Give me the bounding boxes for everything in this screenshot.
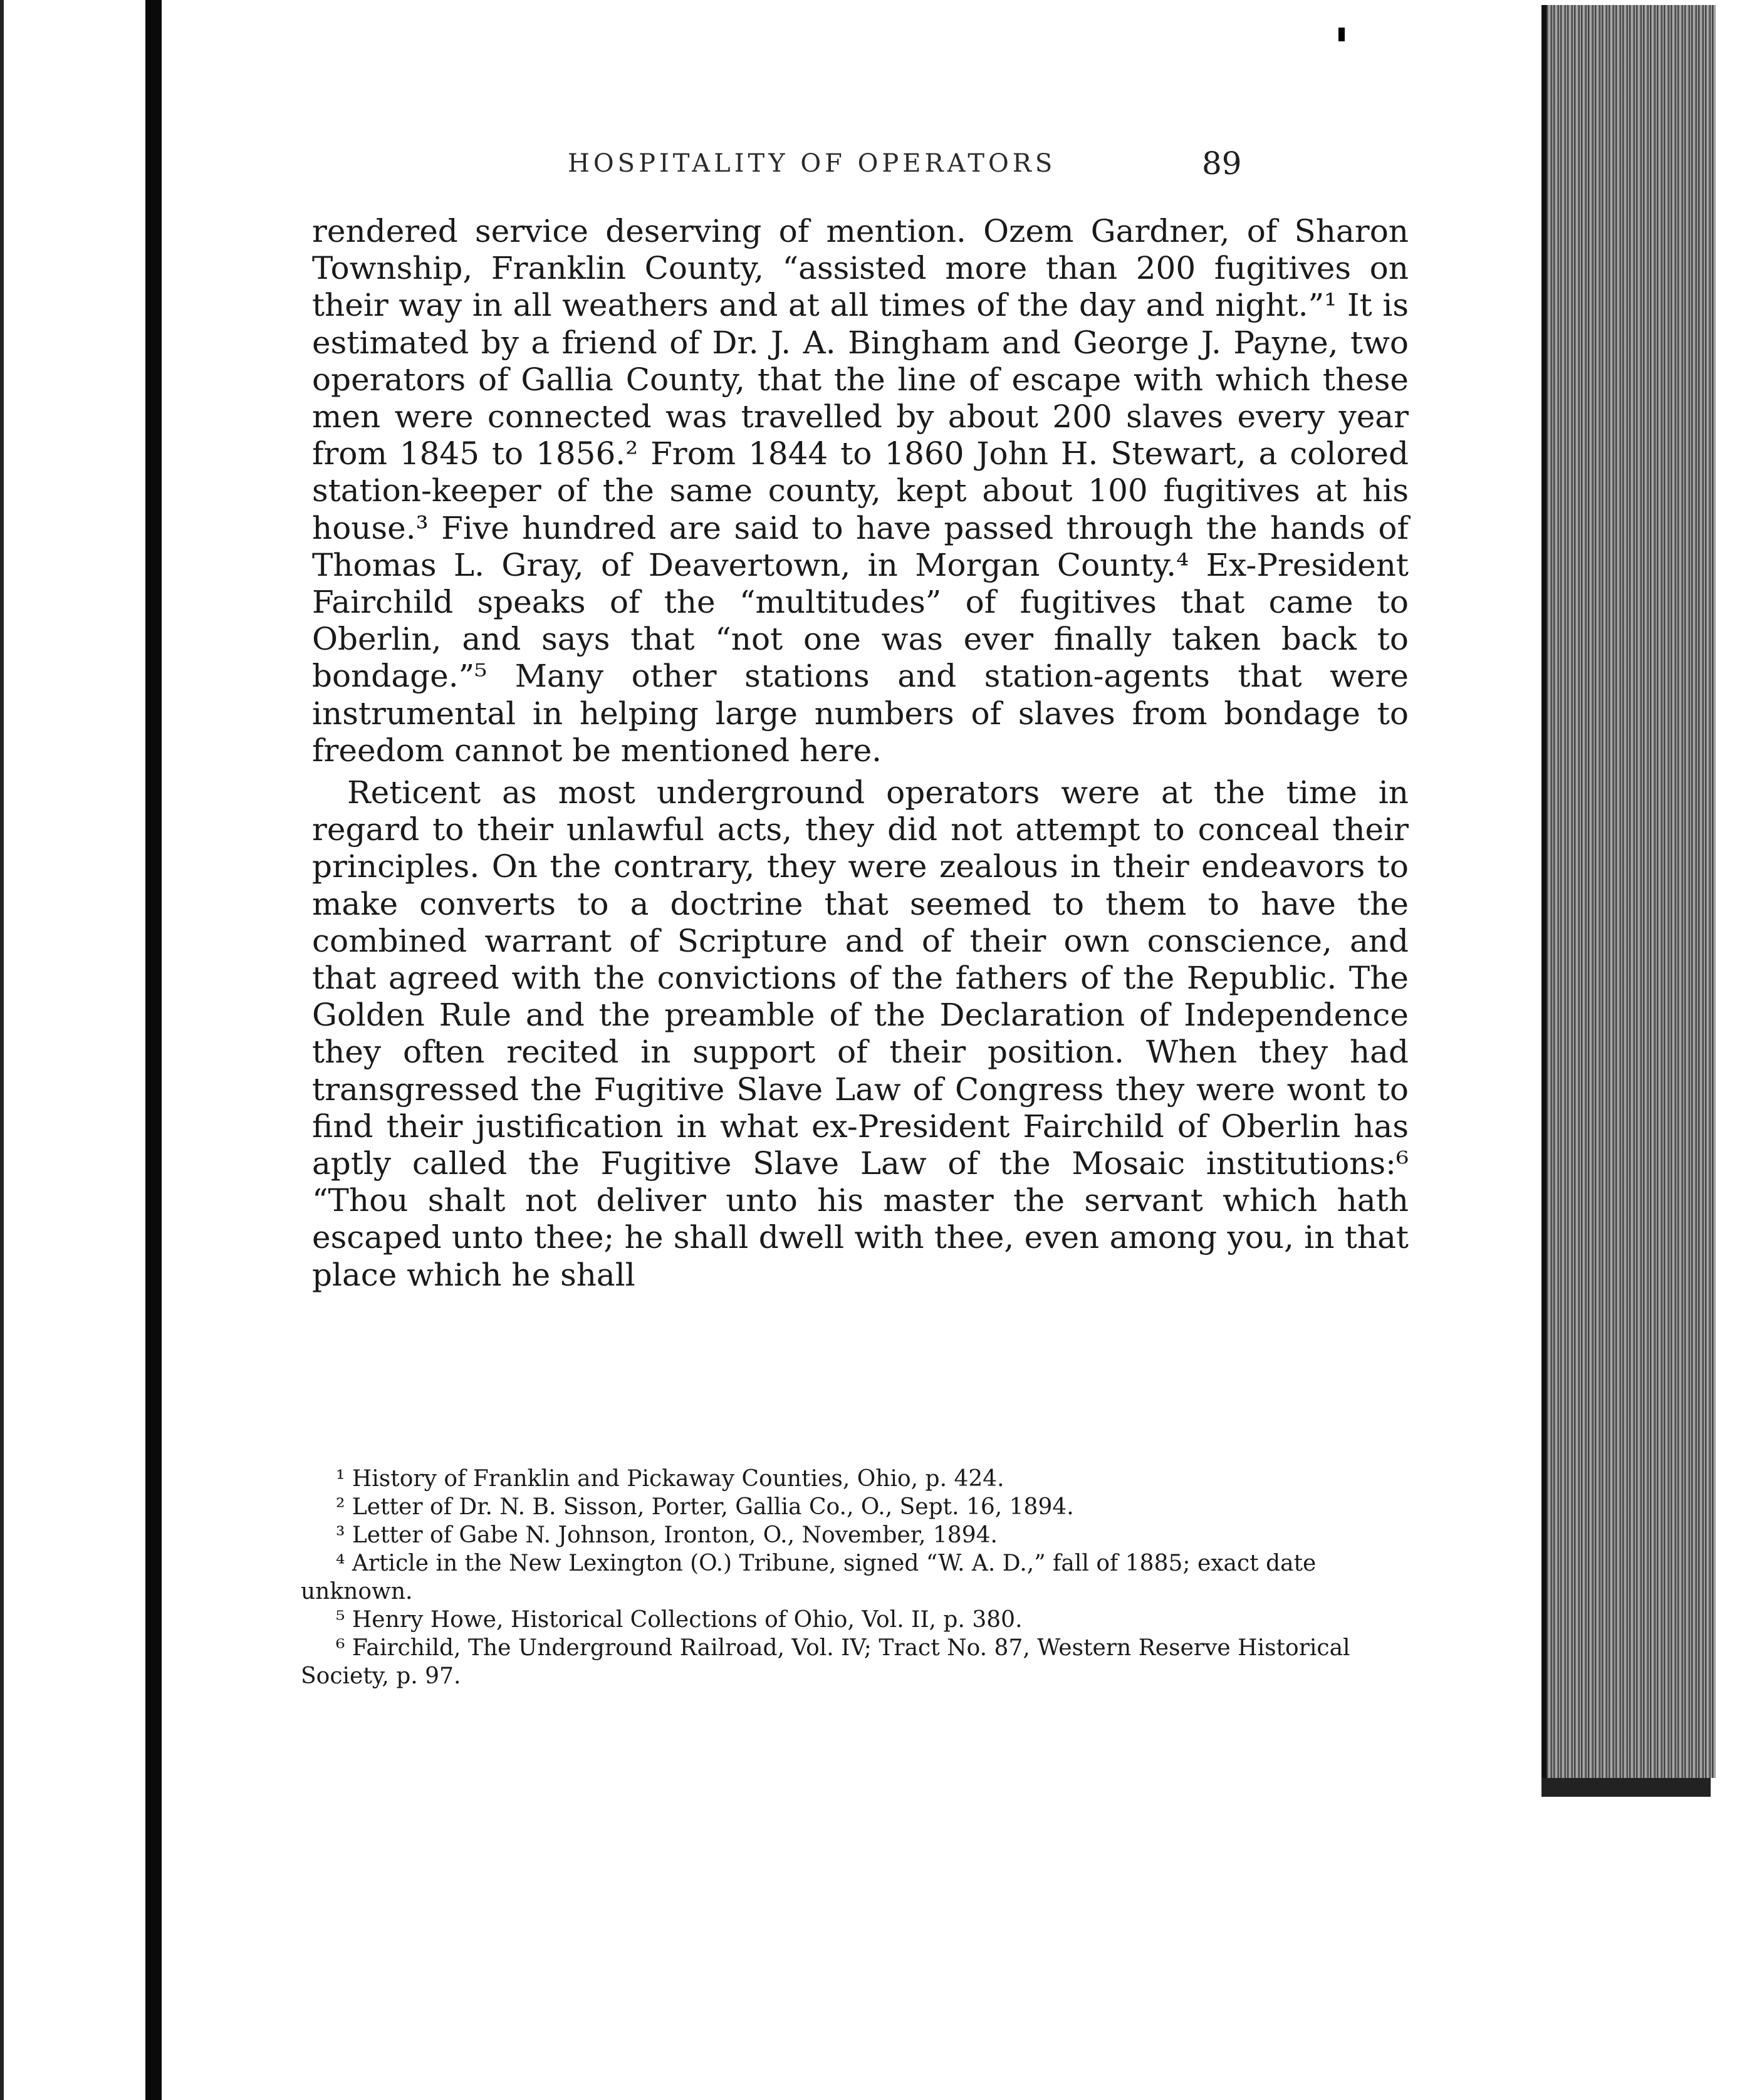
page-edges xyxy=(1541,5,1716,1778)
book-page xyxy=(169,0,1529,2100)
page-stack-shadow xyxy=(1541,1778,1711,1797)
book-gutter-shadow xyxy=(145,0,162,2100)
running-head: HOSPITALITY OF OPERATORS xyxy=(568,149,1056,178)
footnote-1: ¹ History of Franklin and Pickaway Counties, Ohio, p. 424. xyxy=(336,1466,1004,1492)
page-number: 89 xyxy=(1202,145,1242,182)
footnotes xyxy=(301,1465,1404,1690)
paragraph-2: Reticent as most underground operators were at the time in regard to their unlawful acts, they did not attempt to conceal their principles. On the contrary, they were zealous in their endeavors to make converts to a doctrine that seemed to them to have the combined warrant of Scripture and of their own conscience, and that agreed with the convictions of the fathers of the Republic. The Golden Rule and the preamble of the Declaration of Independence they often recited in support of their position. When they had transgressed the Fugitive Slave Law of Congress they were wont to find their justification in what ex-President Fairchild of Oberlin has aptly called the Fugitive Slave Law of the Mosaic institutions:⁶ “Thou shalt not deliver unto his master the servant which hath escaped unto thee; he shall dwell with thee, even among you, in that place which he shall xyxy=(312,774,1409,1293)
paragraph-1: rendered service deserving of mention. Ozem Gardner, of Sharon Township, Franklin County, “assisted more than 200 fugitives on their way in all weathers and at all times of the day and night.”¹ It is estimated by a friend of Dr. J. A. Bingham and George J. Payne, two operators of Gallia County, that the line of escape with which these men were connected was travelled by about 200 slaves every year from 1845 to 1856.² From 1844 to 1860 John H. Stewart, a colored station-keeper of the same county, kept about 100 fugitives at his house.³ Five hundred are said to have passed through the hands of Thomas L. Gray, of Deavertown, in Morgan County.⁴ Ex-President Fairchild speaks of the “multitudes” of fugitives that came to Oberlin, and says that “not one was ever finally taken back to bondage.”⁵ Many other stations and station-agents that were instrumental in helping large numbers of slaves from bondage to freedom cannot be mentioned here. xyxy=(312,213,1409,769)
footnote-5: ⁵ Henry Howe, Historical Collections of Ohio, Vol. II, p. 380. xyxy=(336,1607,1023,1633)
previous-page-edge xyxy=(0,0,168,2100)
footnote-6: ⁶ Fairchild, The Underground Railroad, Vol. IV; Tract No. 87, Western Reserve Historical Society, p. 97. xyxy=(301,1635,1350,1689)
footnote-3: ³ Letter of Gabe N. Johnson, Ironton, O., November, 1894. xyxy=(336,1522,998,1548)
body-text xyxy=(312,213,1409,1294)
ink-mark xyxy=(1338,28,1345,41)
footnote-4: ⁴ Article in the New Lexington (O.) Tribune, signed “W. A. D.,” fall of 1885; exact date unknown. xyxy=(301,1551,1317,1604)
scan-left-border xyxy=(0,0,4,2100)
footnote-2: ² Letter of Dr. N. B. Sisson, Porter, Gallia Co., O., Sept. 16, 1894. xyxy=(336,1494,1074,1520)
page-stack-edge xyxy=(1529,0,1742,2100)
